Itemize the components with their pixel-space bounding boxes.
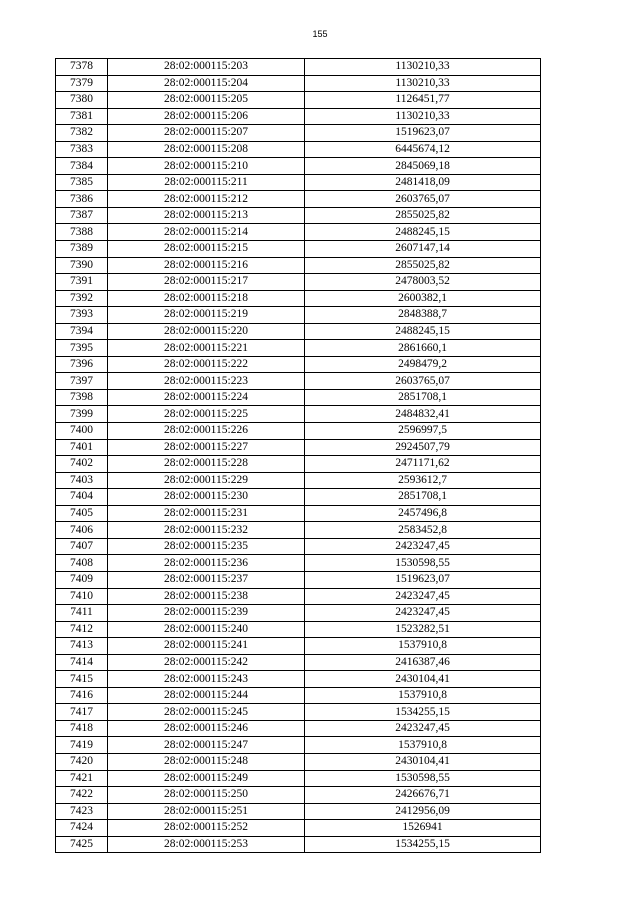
cadastral-number-cell: 28:02:000115:252 xyxy=(108,820,305,837)
cadastral-value-cell: 1526941 xyxy=(305,820,541,837)
cadastral-number-cell: 28:02:000115:218 xyxy=(108,290,305,307)
cadastral-number-cell: 28:02:000115:221 xyxy=(108,340,305,357)
cadastral-number-cell: 28:02:000115:220 xyxy=(108,323,305,340)
cadastral-value-cell: 1130210,33 xyxy=(305,59,541,76)
cadastral-number-cell: 28:02:000115:227 xyxy=(108,439,305,456)
table-row xyxy=(56,720,541,737)
cadastral-value-cell: 1519623,07 xyxy=(305,571,541,588)
cadastral-number-cell: 28:02:000115:232 xyxy=(108,522,305,539)
table-row xyxy=(56,340,541,357)
row-number-cell: 7420 xyxy=(56,753,108,770)
row-number-cell: 7410 xyxy=(56,588,108,605)
table-row xyxy=(56,389,541,406)
row-number-cell: 7413 xyxy=(56,638,108,655)
table-row xyxy=(56,92,541,109)
table-row xyxy=(56,456,541,473)
row-number-cell: 7424 xyxy=(56,820,108,837)
table-row xyxy=(56,257,541,274)
cadastral-value-cell: 2603765,07 xyxy=(305,373,541,390)
table-row xyxy=(56,290,541,307)
cadastral-number-cell: 28:02:000115:241 xyxy=(108,638,305,655)
cadastral-value-cell: 1537910,8 xyxy=(305,687,541,704)
table-row xyxy=(56,75,541,92)
row-number-cell: 7412 xyxy=(56,621,108,638)
table-row xyxy=(56,836,541,853)
cadastral-number-cell: 28:02:000115:246 xyxy=(108,720,305,737)
cadastral-value-cell: 2423247,45 xyxy=(305,538,541,555)
row-number-cell: 7388 xyxy=(56,224,108,241)
row-number-cell: 7379 xyxy=(56,75,108,92)
table-row xyxy=(56,753,541,770)
cadastral-number-cell: 28:02:000115:230 xyxy=(108,489,305,506)
row-number-cell: 7417 xyxy=(56,704,108,721)
cadastral-number-cell: 28:02:000115:212 xyxy=(108,191,305,208)
row-number-cell: 7386 xyxy=(56,191,108,208)
table-row xyxy=(56,621,541,638)
cadastral-value-cell: 2498479,2 xyxy=(305,356,541,373)
row-number-cell: 7416 xyxy=(56,687,108,704)
row-number-cell: 7378 xyxy=(56,59,108,76)
cadastral-number-cell: 28:02:000115:247 xyxy=(108,737,305,754)
table-row xyxy=(56,671,541,688)
cadastral-number-cell: 28:02:000115:207 xyxy=(108,125,305,142)
cadastral-value-cell: 2430104,41 xyxy=(305,753,541,770)
table-row xyxy=(56,356,541,373)
cadastral-number-cell: 28:02:000115:210 xyxy=(108,158,305,175)
row-number-cell: 7419 xyxy=(56,737,108,754)
cadastral-value-cell: 1519623,07 xyxy=(305,125,541,142)
row-number-cell: 7408 xyxy=(56,555,108,572)
row-number-cell: 7422 xyxy=(56,787,108,804)
table-row xyxy=(56,439,541,456)
table-row xyxy=(56,803,541,820)
row-number-cell: 7398 xyxy=(56,389,108,406)
row-number-cell: 7384 xyxy=(56,158,108,175)
row-number-cell: 7390 xyxy=(56,257,108,274)
cadastral-value-cell: 2851708,1 xyxy=(305,489,541,506)
cadastral-value-cell: 2845069,18 xyxy=(305,158,541,175)
table-row xyxy=(56,108,541,125)
cadastral-number-cell: 28:02:000115:249 xyxy=(108,770,305,787)
table-row xyxy=(56,654,541,671)
table-row xyxy=(56,158,541,175)
cadastral-number-cell: 28:02:000115:240 xyxy=(108,621,305,638)
table-row xyxy=(56,687,541,704)
cadastral-number-cell: 28:02:000115:226 xyxy=(108,423,305,440)
table-row xyxy=(56,224,541,241)
cadastral-number-cell: 28:02:000115:239 xyxy=(108,605,305,622)
table-row xyxy=(56,737,541,754)
cadastral-number-cell: 28:02:000115:245 xyxy=(108,704,305,721)
table-row xyxy=(56,307,541,324)
cadastral-value-cell: 2423247,45 xyxy=(305,720,541,737)
table-body xyxy=(56,59,541,853)
row-number-cell: 7387 xyxy=(56,207,108,224)
cadastral-number-cell: 28:02:000115:253 xyxy=(108,836,305,853)
table-row xyxy=(56,406,541,423)
cadastral-number-cell: 28:02:000115:228 xyxy=(108,456,305,473)
table-row xyxy=(56,489,541,506)
cadastral-value-cell: 1530598,55 xyxy=(305,555,541,572)
table-row xyxy=(56,555,541,572)
table-row xyxy=(56,787,541,804)
row-number-cell: 7383 xyxy=(56,141,108,158)
cadastral-value-cell: 6445674,12 xyxy=(305,141,541,158)
cadastral-value-cell: 1130210,33 xyxy=(305,75,541,92)
row-number-cell: 7411 xyxy=(56,605,108,622)
cadastral-number-cell: 28:02:000115:248 xyxy=(108,753,305,770)
cadastral-number-cell: 28:02:000115:219 xyxy=(108,307,305,324)
cadastral-value-cell: 1126451,77 xyxy=(305,92,541,109)
row-number-cell: 7389 xyxy=(56,241,108,258)
row-number-cell: 7415 xyxy=(56,671,108,688)
cadastral-value-cell: 2488245,15 xyxy=(305,224,541,241)
cadastral-value-cell: 1530598,55 xyxy=(305,770,541,787)
table-row xyxy=(56,538,541,555)
row-number-cell: 7418 xyxy=(56,720,108,737)
row-number-cell: 7401 xyxy=(56,439,108,456)
cadastral-value-cell: 1537910,8 xyxy=(305,737,541,754)
cadastral-value-cell: 2412956,09 xyxy=(305,803,541,820)
cadastral-value-cell: 2416387,46 xyxy=(305,654,541,671)
table-row xyxy=(56,704,541,721)
cadastral-value-cell: 2423247,45 xyxy=(305,605,541,622)
table-row xyxy=(56,638,541,655)
row-number-cell: 7404 xyxy=(56,489,108,506)
cadastral-number-cell: 28:02:000115:251 xyxy=(108,803,305,820)
row-number-cell: 7400 xyxy=(56,423,108,440)
table-row xyxy=(56,323,541,340)
cadastral-value-cell: 2423247,45 xyxy=(305,588,541,605)
table-row xyxy=(56,125,541,142)
cadastral-value-cell: 2430104,41 xyxy=(305,671,541,688)
table-row xyxy=(56,274,541,291)
cadastral-number-cell: 28:02:000115:236 xyxy=(108,555,305,572)
cadastral-value-cell: 2481418,09 xyxy=(305,174,541,191)
cadastral-value-cell: 2478003,52 xyxy=(305,274,541,291)
cadastral-number-cell: 28:02:000115:204 xyxy=(108,75,305,92)
cadastral-number-cell: 28:02:000115:211 xyxy=(108,174,305,191)
cadastral-value-cell: 2596997,5 xyxy=(305,423,541,440)
cadastral-value-cell: 1537910,8 xyxy=(305,638,541,655)
cadastral-value-cell: 2583452,8 xyxy=(305,522,541,539)
cadastral-value-cell: 2603765,07 xyxy=(305,191,541,208)
row-number-cell: 7405 xyxy=(56,505,108,522)
row-number-cell: 7421 xyxy=(56,770,108,787)
cadastral-number-cell: 28:02:000115:203 xyxy=(108,59,305,76)
cadastral-number-cell: 28:02:000115:238 xyxy=(108,588,305,605)
table-row xyxy=(56,522,541,539)
row-number-cell: 7403 xyxy=(56,472,108,489)
cadastral-number-cell: 28:02:000115:243 xyxy=(108,671,305,688)
page-number: 155 xyxy=(312,29,328,39)
row-number-cell: 7392 xyxy=(56,290,108,307)
row-number-cell: 7425 xyxy=(56,836,108,853)
cadastral-value-cell: 1130210,33 xyxy=(305,108,541,125)
cadastral-number-cell: 28:02:000115:229 xyxy=(108,472,305,489)
row-number-cell: 7382 xyxy=(56,125,108,142)
cadastral-value-cell: 2851708,1 xyxy=(305,389,541,406)
cadastral-value-cell: 2457496,8 xyxy=(305,505,541,522)
cadastral-number-cell: 28:02:000115:217 xyxy=(108,274,305,291)
table-row xyxy=(56,59,541,76)
row-number-cell: 7393 xyxy=(56,307,108,324)
cadastral-value-cell: 2848388,7 xyxy=(305,307,541,324)
cadastral-value-cell: 2600382,1 xyxy=(305,290,541,307)
row-number-cell: 7399 xyxy=(56,406,108,423)
cadastral-number-cell: 28:02:000115:215 xyxy=(108,241,305,258)
cadastral-number-cell: 28:02:000115:213 xyxy=(108,207,305,224)
cadastral-number-cell: 28:02:000115:237 xyxy=(108,571,305,588)
cadastral-value-cell: 2426676,71 xyxy=(305,787,541,804)
row-number-cell: 7395 xyxy=(56,340,108,357)
table-row xyxy=(56,207,541,224)
cadastral-value-cell: 2593612,7 xyxy=(305,472,541,489)
cadastral-number-cell: 28:02:000115:223 xyxy=(108,373,305,390)
row-number-cell: 7394 xyxy=(56,323,108,340)
cadastral-value-cell: 1523282,51 xyxy=(305,621,541,638)
cadastral-value-cell: 2855025,82 xyxy=(305,207,541,224)
row-number-cell: 7409 xyxy=(56,571,108,588)
row-number-cell: 7423 xyxy=(56,803,108,820)
cadastral-value-cell: 1534255,15 xyxy=(305,836,541,853)
cadastral-number-cell: 28:02:000115:242 xyxy=(108,654,305,671)
table-row xyxy=(56,605,541,622)
cadastral-number-cell: 28:02:000115:214 xyxy=(108,224,305,241)
row-number-cell: 7402 xyxy=(56,456,108,473)
cadastral-value-table xyxy=(55,58,541,853)
row-number-cell: 7407 xyxy=(56,538,108,555)
row-number-cell: 7381 xyxy=(56,108,108,125)
table-row xyxy=(56,505,541,522)
cadastral-number-cell: 28:02:000115:231 xyxy=(108,505,305,522)
table-row xyxy=(56,174,541,191)
cadastral-value-cell: 2924507,79 xyxy=(305,439,541,456)
cadastral-value-cell: 2471171,62 xyxy=(305,456,541,473)
table-row xyxy=(56,571,541,588)
table-row xyxy=(56,423,541,440)
cadastral-number-cell: 28:02:000115:250 xyxy=(108,787,305,804)
cadastral-number-cell: 28:02:000115:244 xyxy=(108,687,305,704)
cadastral-number-cell: 28:02:000115:222 xyxy=(108,356,305,373)
table-row xyxy=(56,191,541,208)
table-row xyxy=(56,373,541,390)
cadastral-number-cell: 28:02:000115:225 xyxy=(108,406,305,423)
table-row xyxy=(56,588,541,605)
row-number-cell: 7406 xyxy=(56,522,108,539)
table-row xyxy=(56,472,541,489)
cadastral-value-cell: 2855025,82 xyxy=(305,257,541,274)
cadastral-value-cell: 2861660,1 xyxy=(305,340,541,357)
cadastral-number-cell: 28:02:000115:205 xyxy=(108,92,305,109)
row-number-cell: 7397 xyxy=(56,373,108,390)
cadastral-value-cell: 1534255,15 xyxy=(305,704,541,721)
row-number-cell: 7385 xyxy=(56,174,108,191)
cadastral-value-cell: 2488245,15 xyxy=(305,323,541,340)
row-number-cell: 7396 xyxy=(56,356,108,373)
cadastral-number-cell: 28:02:000115:208 xyxy=(108,141,305,158)
row-number-cell: 7391 xyxy=(56,274,108,291)
table-row xyxy=(56,241,541,258)
cadastral-value-cell: 2484832,41 xyxy=(305,406,541,423)
cadastral-number-cell: 28:02:000115:224 xyxy=(108,389,305,406)
row-number-cell: 7380 xyxy=(56,92,108,109)
table-row xyxy=(56,141,541,158)
cadastral-number-cell: 28:02:000115:216 xyxy=(108,257,305,274)
cadastral-number-cell: 28:02:000115:206 xyxy=(108,108,305,125)
table-row xyxy=(56,770,541,787)
cadastral-number-cell: 28:02:000115:235 xyxy=(108,538,305,555)
table-row xyxy=(56,820,541,837)
row-number-cell: 7414 xyxy=(56,654,108,671)
cadastral-value-cell: 2607147,14 xyxy=(305,241,541,258)
